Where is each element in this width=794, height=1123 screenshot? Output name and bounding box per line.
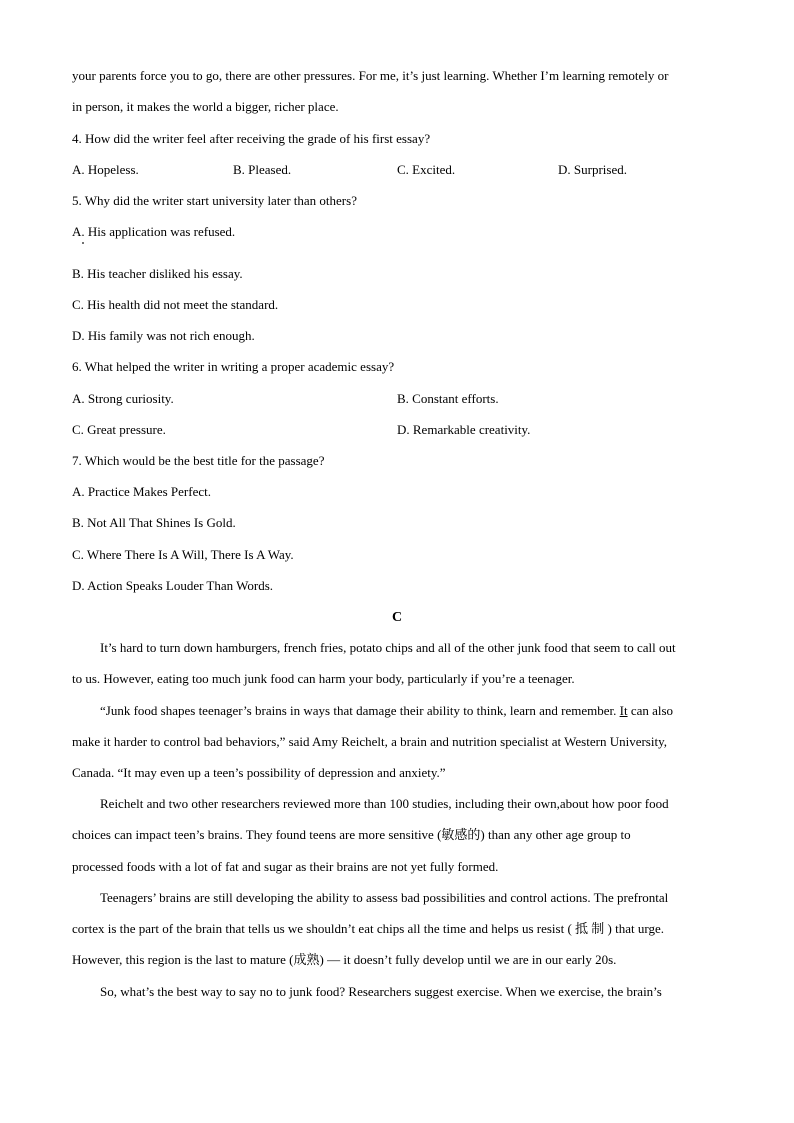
paragraph-line [100, 703, 673, 719]
paragraph-text: can also [627, 703, 674, 718]
question-5-option-d: D. His family was not rich enough. [72, 328, 255, 343]
paragraph-line: Canada. “It may even up a teen’s possibility of depression and anxiety.” [72, 765, 446, 780]
paragraph-line: So, what’s the best way to say no to junk food? Researchers suggest exercise. When we exercise, the brain’s [100, 984, 662, 999]
question-7-stem: 7. Which would be the best title for the passage? [72, 453, 325, 468]
question-5-option-b: B. His teacher disliked his essay. [72, 266, 243, 281]
paragraph-line: to us. However, eating too much junk food can harm your body, particularly if you’re a teenager. [72, 671, 575, 686]
question-5-stem: 5. Why did the writer start university later than others? [72, 193, 357, 208]
paragraph-line: It’s hard to turn down hamburgers, french fries, potato chips and all of the other junk food that seem to call out [100, 640, 676, 655]
question-4-stem: 4. How did the writer feel after receiving the grade of his first essay? [72, 131, 431, 146]
underlined-word: It [619, 703, 628, 718]
paragraph-line: However, this region is the last to mature (成熟) — it doesn’t fully develop until we are in our early 20s. [72, 952, 617, 967]
paragraph-line: Reichelt and two other researchers reviewed more than 100 studies, including their own,about how poor food [100, 796, 669, 811]
question-6-option-c: C. Great pressure. [72, 422, 166, 437]
question-4-option-a: A. Hopeless. [72, 162, 139, 177]
section-heading: C [391, 610, 403, 625]
passage-line: in person, it makes the world a bigger, richer place. [72, 99, 339, 114]
passage-line: your parents force you to go, there are other pressures. For me, it’s just learning. Whether I’m learning remotely or [72, 68, 669, 83]
question-6-option-d: D. Remarkable creativity. [397, 422, 531, 437]
question-6-option-a: A. Strong curiosity. [72, 391, 174, 406]
question-6-option-b: B. Constant efforts. [397, 391, 499, 406]
question-4-option-c: C. Excited. [397, 162, 456, 177]
question-7-option-a: A. Practice Makes Perfect. [72, 484, 211, 499]
question-5-option-c: C. His health did not meet the standard. [72, 297, 279, 312]
question-7-option-d: D. Action Speaks Louder Than Words. [72, 578, 274, 593]
question-7-option-c: C. Where There Is A Will, There Is A Way. [72, 547, 294, 562]
stray-mark [82, 242, 84, 244]
question-4-option-b: B. Pleased. [233, 162, 292, 177]
paragraph-line: cortex is the part of the brain that tells us we shouldn’t eat chips all the time and helps us resist ( 抵 制 ) that urge. [72, 921, 664, 936]
question-6-stem: 6. What helped the writer in writing a proper academic essay? [72, 359, 395, 374]
paragraph-line: Teenagers’ brains are still developing the ability to assess bad possibilities and control actions. The prefrontal [100, 890, 669, 905]
paragraph-text: “Junk food shapes teenager’s brains in ways that damage their ability to think, learn and remember. [100, 703, 620, 718]
paragraph-line: processed foods with a lot of fat and sugar as their brains are not yet fully formed. [72, 859, 499, 874]
paragraph-line: choices can impact teen’s brains. They found teens are more sensitive (敏感的) than any other age group to [72, 827, 631, 842]
question-7-option-b: B. Not All That Shines Is Gold. [72, 515, 236, 530]
paragraph-line: make it harder to control bad behaviors,” said Amy Reichelt, a brain and nutrition specialist at Western University, [72, 734, 667, 749]
question-5-option-a: A. His application was refused. [72, 224, 236, 239]
question-4-option-d: D. Surprised. [558, 162, 627, 177]
